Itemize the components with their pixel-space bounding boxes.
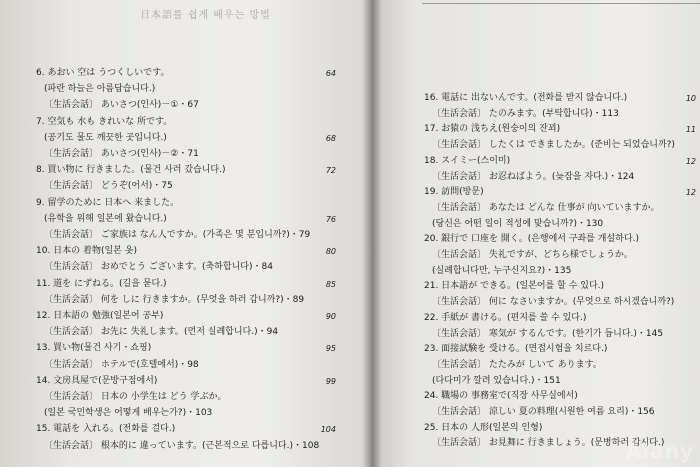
toc-entry <box>36 246 336 257</box>
toc-entry-text: 〔生活会話〕 おめでとう ございます。(축하합니다)・84 <box>44 262 273 273</box>
toc-page-number: 10 <box>685 94 696 103</box>
toc-entry <box>432 329 696 340</box>
toc-page-number: 85 <box>325 279 336 289</box>
toc-entry <box>424 93 696 104</box>
toc-page-number: 80 <box>325 247 336 257</box>
watermark: Alany <box>625 439 694 463</box>
toc-entry <box>44 230 336 241</box>
toc-page-number: 11 <box>685 125 696 135</box>
toc-entry <box>432 172 696 183</box>
toc-entry <box>36 279 336 290</box>
toc-entry <box>432 376 696 387</box>
toc-entry-text: (당신은 어떤 일이 적성에 맞습니까?)・130 <box>432 218 604 229</box>
toc-entry <box>432 266 696 277</box>
toc-entry-text: 〔生活会話〕 涼しい 夏の料理(시원한 여름 요리)・156 <box>432 407 655 417</box>
toc-entry-text: 〔生活会話〕 何を しに 行きますか。(무엇을 하러 갑니까?)・89 <box>44 294 305 305</box>
toc-entry <box>36 311 336 322</box>
toc-page-number: 64 <box>325 69 336 78</box>
toc-entry-text: (일본 국민학생은 어떻게 배우는가?)・103 <box>44 408 213 419</box>
toc-entry <box>44 181 336 192</box>
toc-entry <box>44 327 336 338</box>
toc-entry-text: 6. あおい 空は うつくしいです。 <box>36 68 170 78</box>
toc-entry <box>44 441 336 452</box>
toc-entry <box>36 165 336 176</box>
toc-entry-text: 〔生活会話〕 あいさつ(인사)－②・71 <box>44 149 199 159</box>
toc-entry <box>44 360 336 371</box>
toc-entry-text: 〔生活会話〕 ホテルで(호텔에서)・98 <box>44 359 199 370</box>
toc-page-number: 76 <box>325 214 336 224</box>
toc-entry <box>424 234 696 245</box>
page-header: 日本語를 쉽게 배우는 방법 <box>140 10 271 21</box>
toc-entry-text: 〔生活会話〕 したくは できましたか。(준비는 되었습니까?) <box>432 140 675 151</box>
toc-entry <box>432 219 696 230</box>
toc-entry-text: 〔生活会話〕 たたみが しいて あります。 <box>432 359 602 370</box>
toc-entry <box>36 424 336 435</box>
toc-entry-text: (파란 하늘은 아름답습니다.) <box>44 84 156 95</box>
toc-entry-text: 7. 空気も 水も きれいな 所です。 <box>36 116 173 127</box>
toc-entry <box>424 391 696 402</box>
toc-entry-text: 19. 訪問(방문) <box>424 187 484 198</box>
toc-entry <box>44 100 336 111</box>
toc-entry-text: 15. 電話を 入れる。(전화를 걸다.) <box>36 424 176 435</box>
toc-entry <box>36 343 336 354</box>
toc-entry <box>432 297 696 308</box>
toc-entry-text: 〔生活会話〕 お忍ねばよう。(늦잠을 자다.)・124 <box>432 171 635 182</box>
toc-entry-text: 〔生活会話〕 お先に 失礼します。(먼저 실례합니다.)・94 <box>44 327 279 338</box>
toc-entry <box>424 423 696 434</box>
toc-entry <box>44 133 336 144</box>
toc-entry <box>432 250 696 261</box>
toc-page-number: 90 <box>325 312 336 321</box>
toc-page-number: 12 <box>685 188 696 198</box>
toc-entry-text: 〔生活会話〕 ご家族は なん人ですか。(가족은 몇 분입니까?)・79 <box>44 230 311 240</box>
toc-entry-text: 〔生活会話〕 何に なさいますか。(무엇으로 하시겠습니까?) <box>432 297 675 308</box>
header-rule <box>422 3 700 4</box>
toc-entry-text: 〔生活会話〕 日本の 小学生は どう 学ぶか。 <box>44 392 227 402</box>
toc-entry <box>36 117 336 128</box>
toc-entry <box>424 344 696 355</box>
toc-page-number: 72 <box>325 166 336 176</box>
toc-entry-text: (다다미가 깔려 있습니다.)・151 <box>432 375 561 386</box>
toc-entry-text: (유학을 위해 일본에 왔습니다.) <box>44 213 167 224</box>
toc-entry <box>432 407 696 418</box>
toc-entry-text: 〔生活会話〕 お見舞に 行きましょう。(문병하러 갑시다.) <box>432 438 665 449</box>
toc-entry-text: 〔生活会話〕 寒気が するんです。(한기가 듭니다.)・145 <box>432 328 664 339</box>
toc-entry-text: 〔生活会話〕 失礼ですが、どちら様でしょうか。 <box>432 250 633 260</box>
toc-entry <box>432 360 696 371</box>
toc-entry-text: 8. 買い物に 行きました。(물건 사러 갔습니다.) <box>36 165 226 176</box>
toc-page-number: 99 <box>325 376 336 386</box>
toc-entry-text: 9. 留学のために 日本へ 来ました。 <box>36 197 180 208</box>
toc-entry-text: 11. 道を にずねる。(길을 묻다.) <box>36 278 167 289</box>
toc-entry <box>44 84 336 95</box>
toc-entry <box>432 140 696 151</box>
toc-page-number: 68 <box>325 133 336 143</box>
toc-entry-text: 22. 手紙が 書ける。(편지를 쓸 수 있다.) <box>424 312 587 323</box>
toc-entry <box>432 109 696 120</box>
toc-entry-text: 13. 買い物(물건 사기・쇼핑) <box>36 343 152 354</box>
toc-entry <box>44 149 336 160</box>
toc-entry-text: 23. 面接試験を 受ける。(면접시험을 치르다.) <box>424 344 608 355</box>
toc-entry <box>424 187 696 198</box>
toc-entry <box>424 281 696 292</box>
toc-entry-text: 10. 日本の 着物(일본 옷) <box>36 246 138 257</box>
toc-entry-text: (공기도 물도 깨끗한 곳입니다.) <box>44 132 167 143</box>
toc-entry-text: 〔生活会話〕 根本的に 違っています。(근본적으로 다릅니다.)・108 <box>44 440 320 451</box>
toc-entry-text: 〔生活会話〕 あなたは どんな 仕事が 向いていますか。 <box>432 202 660 213</box>
right-page <box>372 0 700 467</box>
toc-entry-text: 20. 銀行で 口座を 開く。(은행에서 구좌를 개설하다.) <box>424 234 639 245</box>
toc-entry-text: (실례합니다만, 누구신지요?)・135 <box>432 265 572 276</box>
toc-entry-text: 14. 文房具屋で(문방구점에서) <box>36 375 158 386</box>
toc-entry <box>44 214 336 225</box>
toc-entry-text: 〔生活会話〕 どうぞ(어서)・75 <box>44 181 173 192</box>
toc-entry <box>424 313 696 324</box>
toc-entry <box>36 68 336 79</box>
toc-entry-text: 21. 日本語が できる。(일본어를 할 수 있다.) <box>424 281 605 292</box>
toc-entry-text: 16. 電話に 出ないんです。(전화를 받지 않습니다.) <box>424 93 628 103</box>
toc-entry <box>44 392 336 403</box>
toc-page-number: 104 <box>320 425 336 435</box>
toc-entry-text: 12. 日本語の 勉強(일본어 공부) <box>36 311 164 321</box>
toc-entry <box>424 124 696 135</box>
toc-entry <box>432 203 696 214</box>
toc-entry-text: 〔生活会話〕 あいさつ(인사)－①・67 <box>44 100 199 111</box>
toc-entry <box>424 156 696 167</box>
toc-entry-text: 〔生活会話〕 たのみます。(부탁합니다)・113 <box>432 108 619 119</box>
toc-page-number: 95 <box>325 344 336 354</box>
toc-entry <box>44 262 336 273</box>
toc-entry <box>36 198 336 209</box>
toc-entry-text: 24. 職場の 事務室で(직장 사무실에서) <box>424 391 578 402</box>
book-gutter <box>362 0 382 467</box>
toc-entry-text: 25. 日本の 人形(일본의 인형) <box>424 422 543 433</box>
toc-entry-text: 18. スイミー(스이미) <box>424 155 511 166</box>
toc-entry <box>36 376 336 387</box>
toc-entry <box>44 408 336 419</box>
toc-entry <box>44 295 336 306</box>
toc-page-number: 12 <box>685 156 696 166</box>
toc-entry-text: 17. お猿の 浅ちえ(원숭이의 잔꾀) <box>424 124 561 135</box>
